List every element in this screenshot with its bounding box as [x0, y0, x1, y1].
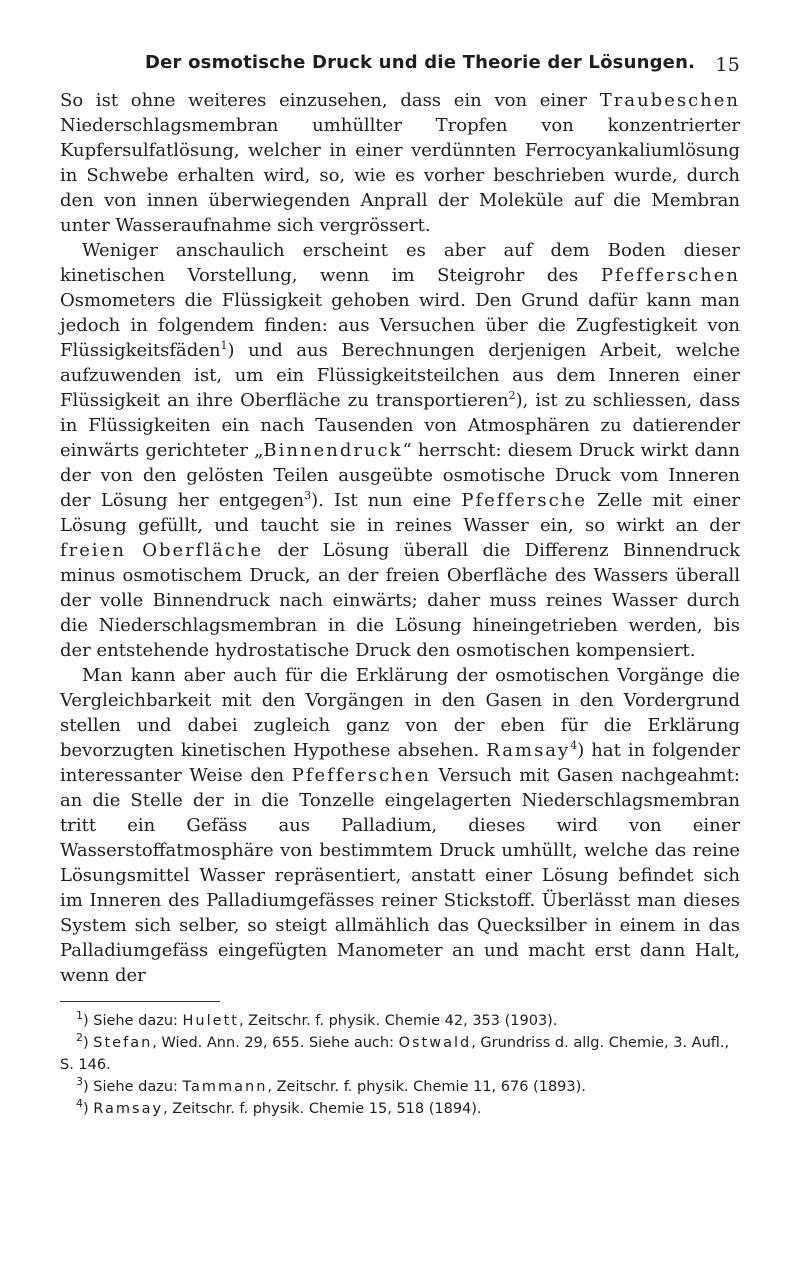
text-run: ) [83, 1101, 94, 1117]
text-run: Man kann aber auch für die Erklärung der osmotischen Vorgänge die Vergleichbarkeit mit den Vorgängen in den Gasen in den Vordergrund stellen und dabei zugleich ganz von der eben für die Erklärung bevorzugten kinetischen Hypothese absehen. [60, 665, 740, 761]
text-run: Osmometers die Flüssigkeit gehoben wird. Den Grund dafür kann man jedoch in folgendem finden: aus Versuchen über die Zugfestigkeit von Flüssigkeitsfäden [60, 290, 740, 361]
text-run: , Zeitschr. f. physik. Chemie 15, 518 (1894). [163, 1101, 482, 1117]
text-run: ) hat in folgender interessanter Weise den [60, 740, 740, 786]
footnote-marker: 4 [76, 1097, 83, 1111]
text-run: , Grundriss d. allg. Chemie, 3. Aufl., S. 146. [60, 1035, 730, 1073]
spaced-name: Pfeffersche [461, 490, 587, 511]
text-run: der Lösung überall die Differenz Binnendruck minus osmotischem Druck, an der freien Oberfläche des Wassers überall der volle Binnendruck nach einwärts; daher muss reines Wasser durch die Niederschlagsmembran in die Lösung hineingetrieben werden, bis der entstehende hydrostatische Druck den osmotischen kompensiert. [60, 540, 741, 661]
text-run: , Wied. Ann. 29, 655. Siehe auch: [152, 1035, 399, 1051]
footnote [60, 1076, 740, 1098]
body-text [60, 88, 740, 988]
running-title: Der osmotische Druck und die Theorie der Lösungen. [145, 52, 696, 73]
book-page [60, 52, 740, 1120]
text-run: Versuch mit Gasen nachgeahmt: an die Stelle der in die Tonzelle eingelagerten Niederschlagsmembran tritt ein Gefäss aus Palladium, dieses wird von einer Wasserstoffatmosphäre von bestimmtem Druck umhüllt, welche das reine Lösungsmittel Wasser repräsentiert, anstatt einer Lösung befindet sich im Inneren des Palladiumgefässes reiner Stickstoff. Überlässt man dieses System sich selber, so steigt allmählich das Quecksilber in einem in das Palladiumgefäss eingefügten Manometer an und macht erst dann Halt, wenn der [60, 765, 740, 986]
footnote-marker: 4 [570, 739, 578, 752]
spaced-name: Ostwald [398, 1035, 472, 1051]
text-run: ) Siehe dazu: [83, 1079, 183, 1095]
footnote-marker: 3 [76, 1075, 83, 1089]
spaced-name: Ramsay [93, 1101, 164, 1117]
footnote-marker: 2 [76, 1031, 83, 1045]
page-number: 15 [715, 54, 740, 76]
footnote-marker: 3 [304, 489, 312, 502]
paragraph [60, 238, 740, 663]
text-run: ). Ist nun eine [311, 490, 462, 511]
text-run: Zelle mit einer Lösung gefüllt, und taucht sie in reines Wasser ein, so wirkt an der [60, 490, 740, 536]
text-run: ) [83, 1035, 94, 1051]
footnote [60, 1010, 740, 1032]
footnotes [60, 1010, 740, 1120]
footnote-marker: 2 [508, 389, 516, 402]
footnote [60, 1032, 740, 1076]
spaced-name: Hulett [182, 1013, 239, 1029]
spaced-name: Ramsay [486, 740, 571, 761]
spaced-name: Traubeschen [599, 90, 740, 111]
footnote-marker: 1 [76, 1009, 83, 1023]
spaced-name: Binnendruck [263, 440, 403, 461]
text-run: , Zeitschr. f. physik. Chemie 42, 353 (1903). [238, 1013, 558, 1029]
spaced-name: Pfefferschen [291, 765, 431, 786]
text-run: So ist ohne weiteres einzusehen, dass ein von einer [60, 90, 600, 111]
spaced-name: Tammann [182, 1079, 268, 1095]
spaced-name: Pfefferschen [600, 265, 740, 286]
paragraph [60, 663, 740, 988]
text-run: ), ist zu schliessen, dass in Flüssigkeiten ein nach Tausenden von Atmosphären zu datierender einwärts gerichteter „ [60, 390, 740, 461]
text-run: Niederschlagsmembran umhüllter Tropfen von konzentrierter Kupfersulfatlösung, welcher in einer verdünnten Ferrocyankaliumlösung in Schwebe erhalten wird, so, wie es vorher beschrieben wurde, durch den von innen überwiegenden Anprall der Moleküle auf die Membran unter Wasseraufnahme sich vergrössert. [60, 115, 740, 236]
text-run: ) und aus Berechnungen derjenigen Arbeit, welche aufzuwenden ist, um ein Flüssigkeitsteilchen aus dem Inneren einer Flüssigkeit an ihre Oberfläche zu transportieren [60, 340, 740, 411]
footnote-rule [60, 1001, 220, 1002]
text-run: , Zeitschr. f. physik. Chemie 11, 676 (1893). [267, 1079, 586, 1095]
paragraph [60, 88, 740, 238]
running-head [60, 52, 740, 82]
text-run: Weniger anschaulich erscheint es aber auf dem Boden dieser kinetischen Vorstellung, wenn im Steigrohr des [60, 240, 740, 286]
footnote-marker: 1 [220, 339, 228, 352]
footnote [60, 1098, 740, 1120]
spaced-name: freien Oberfläche [60, 540, 264, 561]
spaced-name: Stefan [93, 1035, 153, 1051]
text-run: ) Siehe dazu: [83, 1013, 183, 1029]
text-run: “ herrscht: diesem Druck wirkt dann der von den gelösten Teilen ausgeübte osmotische Druck vom Inneren der Lösung her entgegen [60, 440, 740, 511]
